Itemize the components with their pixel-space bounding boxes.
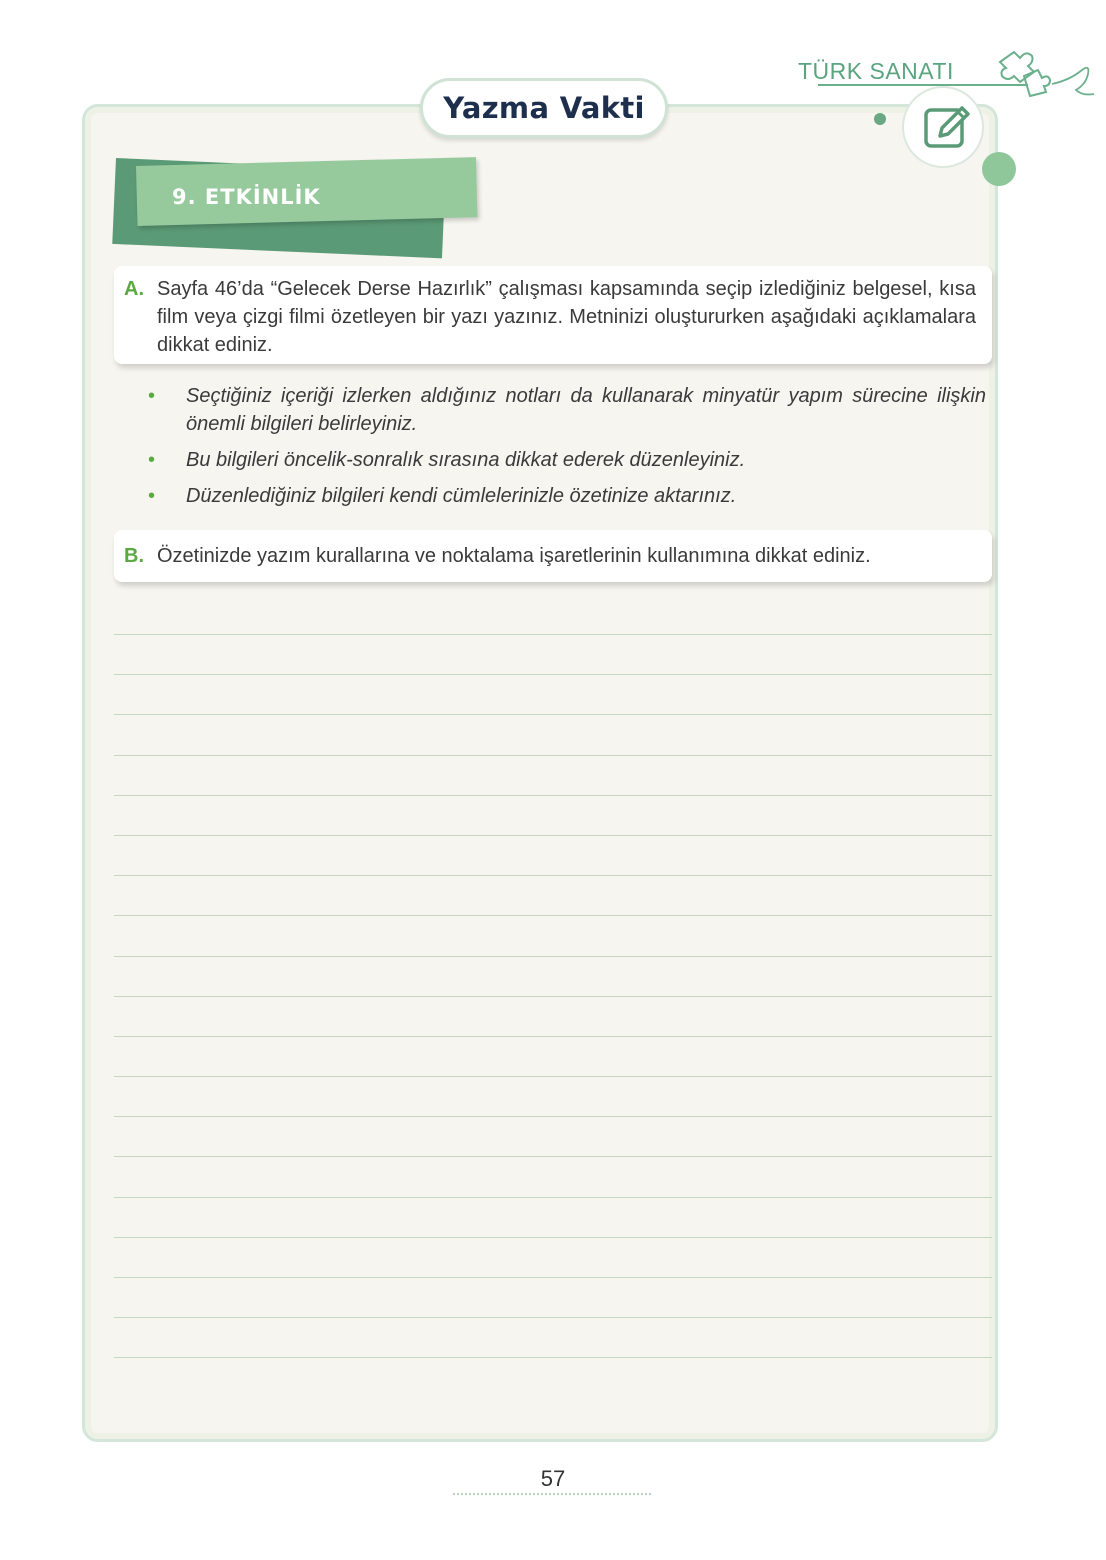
writing-area[interactable] — [114, 634, 992, 1398]
bullet-text: Düzenlediğiniz bilgileri kendi cümlelerinizle özetinize aktarınız. — [186, 485, 737, 507]
activity-label: 9. ETKİNLİK — [172, 185, 321, 209]
writing-line[interactable] — [114, 1317, 992, 1357]
writing-line[interactable] — [114, 1237, 992, 1277]
decorative-circle — [982, 152, 1016, 186]
writing-line[interactable] — [114, 1197, 992, 1237]
list-item — [148, 382, 986, 438]
instruction-list — [148, 382, 986, 518]
task-a-text: Sayfa 46’da “Gelecek Derse Hazırlık” çalışması kapsamında seçip izlediğiniz belgesel, kısa film veya çizgi filmi özetleyen bir yazı yazınız. Metninizi oluştururken aşağıdaki açıklamalara dikkat ediniz. — [157, 278, 976, 356]
page-number: 57 — [540, 1466, 566, 1491]
bullet-icon: • — [148, 485, 156, 507]
list-item — [148, 482, 986, 510]
page-title: Yazma Vakti — [443, 91, 645, 125]
writing-line[interactable] — [114, 795, 992, 835]
pencil-edit-icon — [920, 100, 974, 154]
puzzle-icon — [990, 40, 1095, 102]
writing-line[interactable] — [114, 996, 992, 1036]
decorative-dot — [874, 113, 886, 125]
task-b-letter: B. — [124, 545, 144, 567]
bullet-text: Seçtiğiniz içeriği izlerken aldığınız notları da kullanarak minyatür yapım sürecine ilişkin önemli bilgileri belirleyiniz. — [186, 385, 986, 435]
task-a-letter: A. — [124, 278, 144, 300]
writing-line[interactable] — [114, 915, 992, 955]
writing-line[interactable] — [114, 835, 992, 875]
title-badge — [420, 78, 668, 138]
writing-line[interactable] — [114, 634, 992, 674]
writing-line[interactable] — [114, 1116, 992, 1156]
writing-line[interactable] — [114, 674, 992, 714]
task-a-box — [114, 266, 992, 364]
task-b-box — [114, 530, 992, 582]
task-b-text: Özetinizde yazım kurallarına ve noktalama işaretlerinin kullanımına dikkat ediniz. — [157, 545, 871, 567]
bullet-text: Bu bilgileri öncelik-sonralık sırasına dikkat ederek düzenleyiniz. — [186, 449, 746, 471]
bullet-icon: • — [148, 385, 156, 407]
bullet-icon: • — [148, 449, 156, 471]
writing-line[interactable] — [114, 956, 992, 996]
writing-line[interactable] — [114, 1357, 992, 1397]
list-item — [148, 446, 986, 474]
page-number-ornament — [452, 1492, 652, 1496]
writing-line[interactable] — [114, 1277, 992, 1317]
writing-line[interactable] — [114, 1156, 992, 1196]
writing-line[interactable] — [114, 755, 992, 795]
writing-line[interactable] — [114, 1036, 992, 1076]
writing-line[interactable] — [114, 875, 992, 915]
writing-line[interactable] — [114, 1076, 992, 1116]
writing-line[interactable] — [114, 714, 992, 754]
section-title: TÜRK SANATI — [798, 58, 954, 84]
